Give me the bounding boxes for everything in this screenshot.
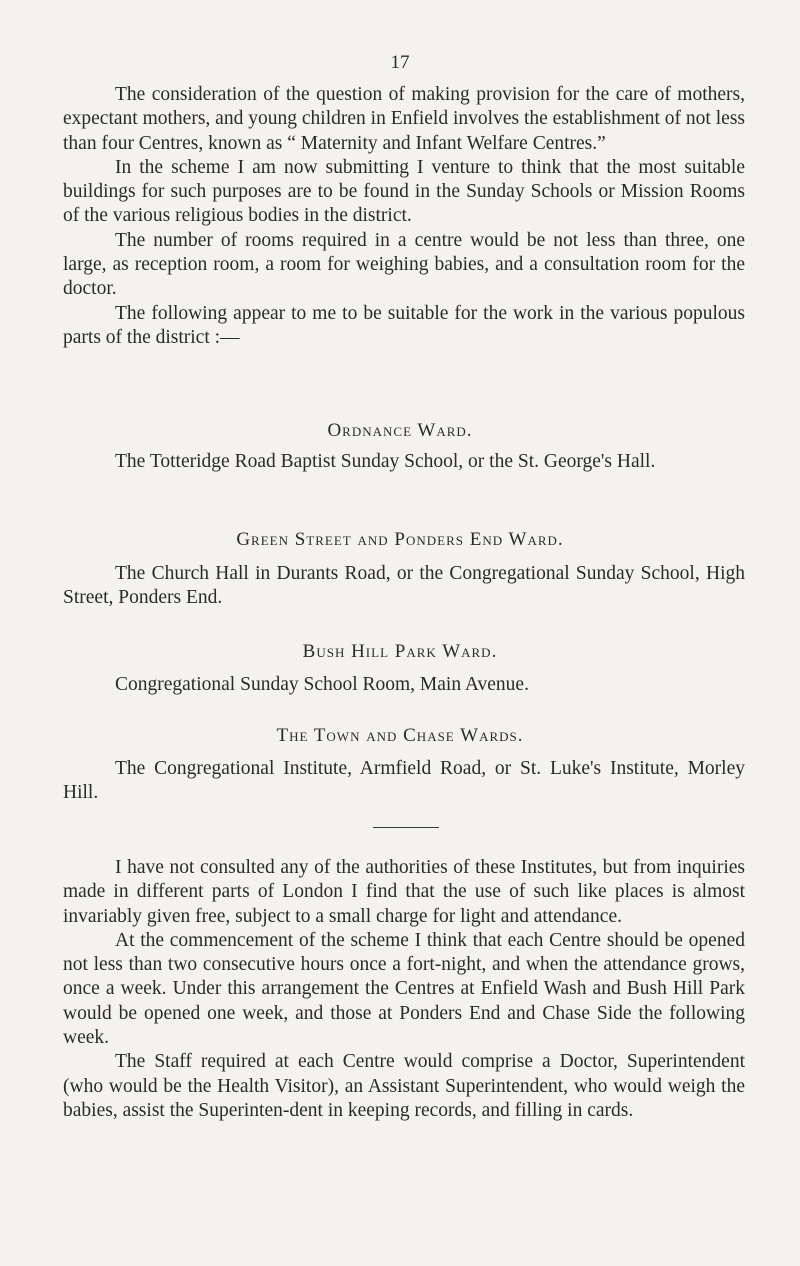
ward-section-town-chase <box>63 757 745 806</box>
intro-section <box>63 83 745 350</box>
paragraph-scheme: In the scheme I am now submitting I venture to think that the most suitable buildings for such purposes are to be found in the Sunday Schools or Mission Rooms of the various religious bodies in the district. <box>63 156 745 227</box>
section-divider <box>373 827 439 828</box>
paragraph-provision: The consideration of the question of making provision for the care of mothers, expectant mothers, and young children in Enfield involves the establishment of not less than four Centres, known as “ Maternity and Infant Welfare Centres.” <box>63 84 745 154</box>
ward-text-bush-hill-park: Congregational Sunday School Room, Main Avenue. <box>115 674 529 695</box>
closing-section <box>63 856 745 1123</box>
ward-heading-ordnance: Ordnance Ward. <box>327 420 473 441</box>
ward-heading-green-street: Green Street and Ponders End Ward. <box>236 529 564 550</box>
ward-section-bush-hill-park <box>63 673 745 697</box>
paragraph-commencement: At the commencement of the scheme I think that each Centre should be opened not less than two consecutive hours once a fort-night, and when the attendance grows, once a week. Under this arrangement the Centres at Enfield Wash and Bush Hill Park would be opened one week, and those at Ponders End and Chase Side the following week. <box>63 929 745 1049</box>
ward-text-ordnance: The Totteridge Road Baptist Sunday School, or the St. George's Hall. <box>115 451 656 472</box>
ward-text-green-street: The Church Hall in Durants Road, or the Congregational Sunday School, High Street, Ponders End. <box>63 563 745 609</box>
paragraph-staff: The Staff required at each Centre would comprise a Doctor, Superintendent (who would be the Health Visitor), an Assistant Superintendent, who would weigh the babies, assist the Superinten-dent in keeping records, and filling in cards. <box>63 1051 745 1121</box>
paragraph-rooms: The number of rooms required in a centre would be not less than three, one large, as reception room, a room for weighing babies, and a consultation room for the doctor. <box>63 229 745 300</box>
ward-heading-town-chase: The Town and Chase Wards. <box>276 725 524 746</box>
ward-heading-bush-hill-park: Bush Hill Park Ward. <box>302 641 498 662</box>
ward-text-town-chase: The Congregational Institute, Armfield Road, or St. Luke's Institute, Morley Hill. <box>63 758 745 804</box>
ward-section-green-street <box>63 562 745 611</box>
paragraph-following: The following appear to me to be suitable for the work in the various populous parts of the district :— <box>63 302 745 348</box>
ward-section-ordnance <box>63 450 745 474</box>
paragraph-authorities: I have not consulted any of the authorities of these Institutes, but from inquiries made in different parts of London I find that the use of such like places is almost invariably given free, subject to a small charge for light and attendance. <box>63 857 745 927</box>
page-number: 17 <box>390 52 410 73</box>
